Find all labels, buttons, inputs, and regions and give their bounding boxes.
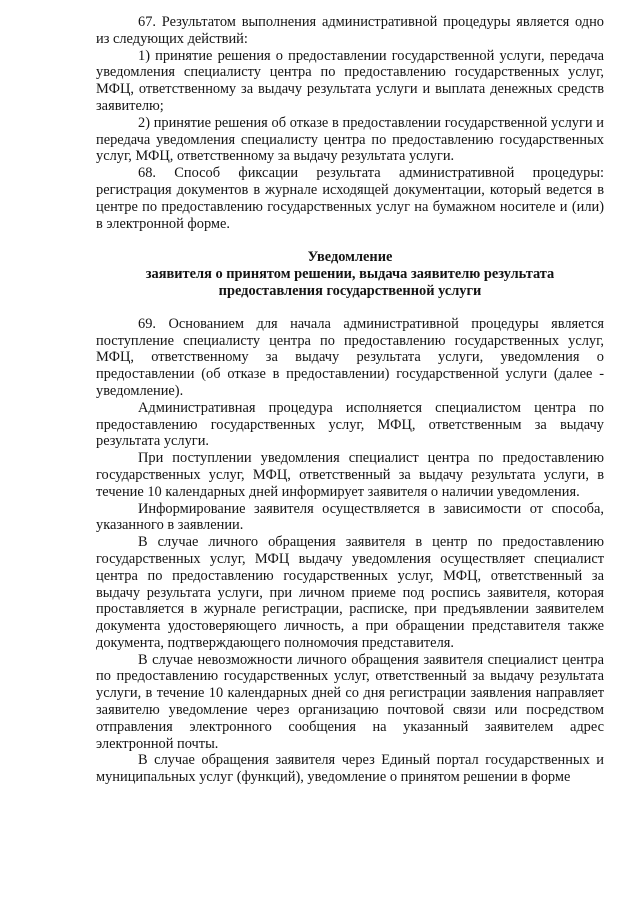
section-heading-line-2: заявителя о принятом решении, выдача заявителю результата [145,266,555,283]
paragraph-personal-visit: В случае личного обращения заявителя в центр по предоставлению государственных услуг, МФЦ выдачу уведомления осуществляет специалист центра по предоставлению государственных услуг, МФЦ, ответственный за выдачу результата услуги, при личном приеме под роспись заявителя, которая проставляется в журнале регистрации, расписке, при предъявлении заявителем документа удостоверяющего личность, а при обращении представителя также документа, подтверждающего полномочия представителя. [96,534,604,651]
paragraph-67-item-1: 1) принятие решения о предоставлении государственной услуги, передача уведомления специалисту центра по предоставлению государственных услуг, МФЦ, ответственному за выдачу результата услуги и выплата денежных средств заявителю; [96,47,604,114]
paragraph-informing: Информирование заявителя осуществляется в зависимости от способа, указанного в заявлении. [96,500,604,534]
paragraph-67: 67. Результатом выполнения административной процедуры является одно из следующих действий: [96,14,604,47]
paragraph-remote-notification: В случае невозможности личного обращения заявителя специалист центра по предоставлению государственных услуг, ответственный за выдачу результата услуги, в течение 10 календарных дней со дня регистрации заявления направляет заявителю уведомление через организацию почтовой связи или посредством отправления электронного сообщения на указанный заявителем адрес электронной почты. [96,651,604,752]
paragraph-portal-request: В случае обращения заявителя через Единый портал государственных и муниципальных услуг (функций), уведомление о принятом решении в форме [96,752,604,786]
section-spacer [96,300,604,316]
document-page [96,14,604,786]
section-heading [96,249,604,299]
paragraph-69: 69. Основанием для начала административной процедуры является поступление специалисту центра по предоставлению государственных услуг, МФЦ, ответственному за выдачу результата услуги, уведомления о предоставлении (об отказе в предоставлении) государственной услуги (далее - уведомление). [96,315,604,399]
paragraph-notification-receipt: При поступлении уведомления специалист центра по предоставлению государственных услуг, МФЦ, ответственный за выдачу результата услуги, в течение 10 календарных дней информирует заявителя о наличии уведомления. [96,450,604,500]
paragraph-68: 68. Способ фиксации результата административной процедуры: регистрация документов в журнале исходящей документации, который ведется в центре по предоставлению государственных услуг на бумажном носителе и (или) в электронной форме. [96,165,604,232]
paragraph-67-item-2: 2) принятие решения об отказе в предоставлении государственной услуги и передача уведомления специалисту центра по предоставлению государственных услуг, МФЦ, ответственному за выдачу результата услуги. [96,114,604,165]
section-heading-line-3: предоставления государственной услуги [218,282,482,299]
paragraph-procedure-executor: Административная процедура исполняется специалистом центра по предоставлению государственных услуг, МФЦ, ответственным за выдачу результата услуги. [96,399,604,450]
section-heading-line-1: Уведомление [307,249,393,266]
section-spacer [96,232,604,249]
